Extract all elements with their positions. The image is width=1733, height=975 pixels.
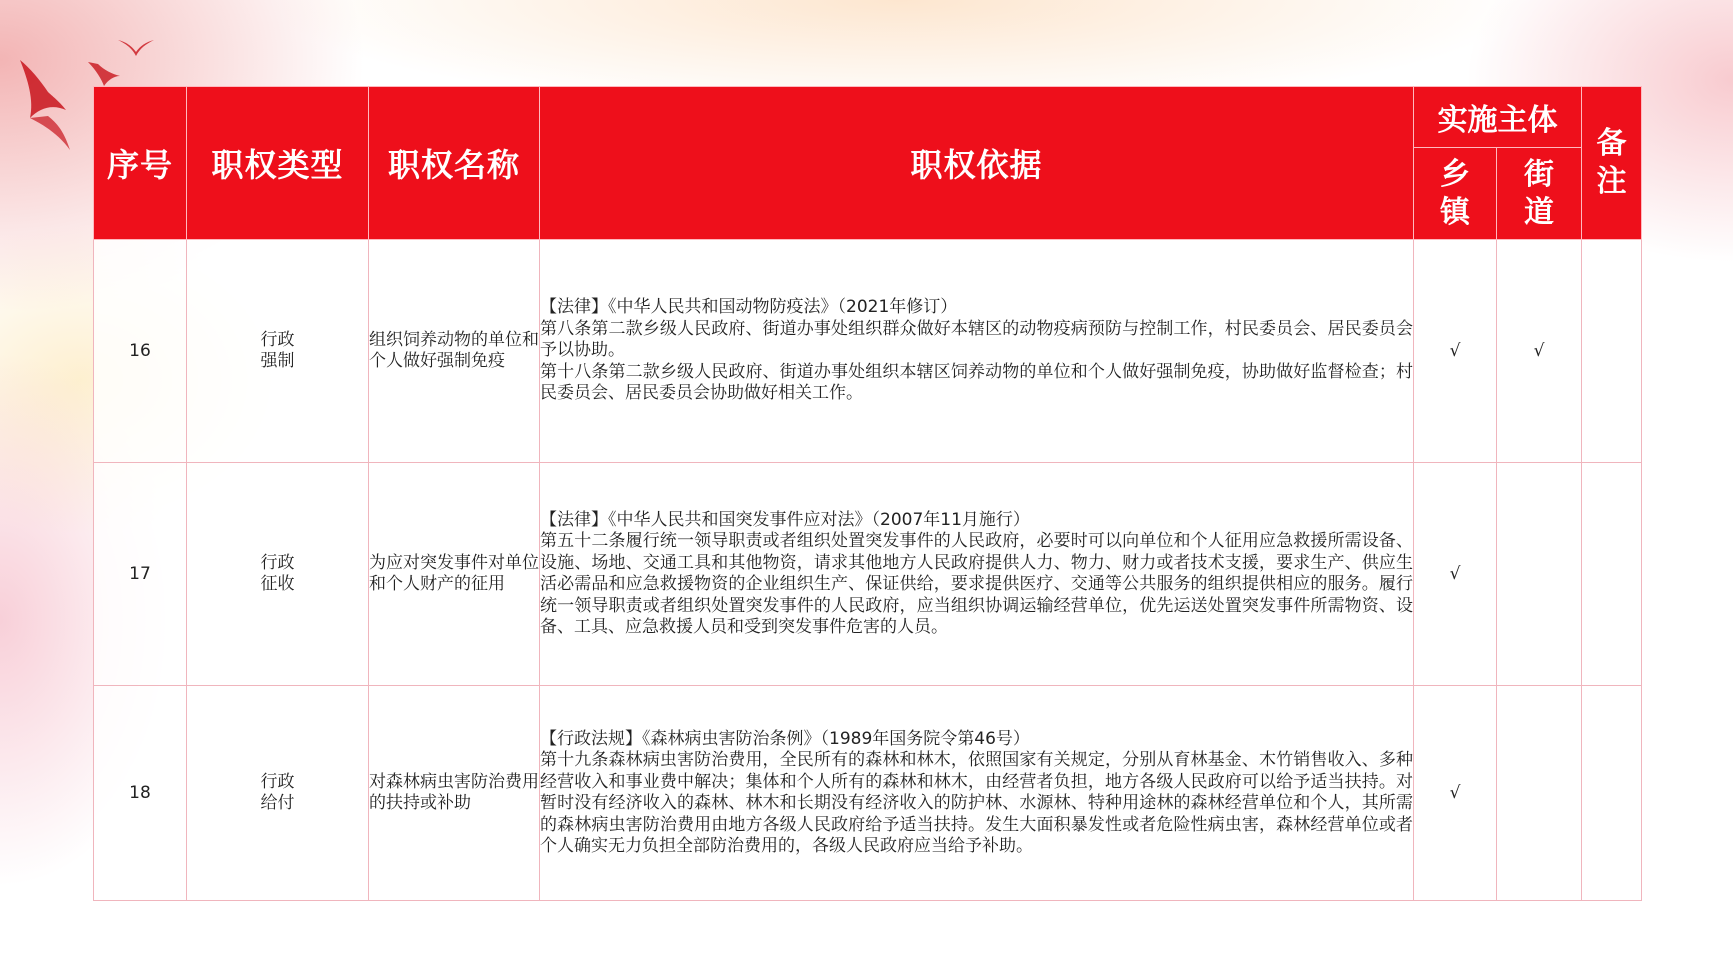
header-street-char-2: 道 xyxy=(1524,194,1554,230)
basis-line: 【法律】《中华人民共和国动物防疫法》（2021年修订） xyxy=(540,297,958,318)
header-town-char-2: 镇 xyxy=(1440,194,1470,230)
header-town-char-1: 乡 xyxy=(1440,156,1470,192)
town-check-mark: √ xyxy=(1414,240,1497,463)
street-check-mark xyxy=(1497,463,1582,686)
note-cell xyxy=(1582,240,1642,463)
power-name: 为应对突发事件对单位和个人财产的征用 xyxy=(369,463,540,686)
header-seq: 序号 xyxy=(94,87,187,240)
basis-line: 第十九条森林病虫害防治费用，全民所有的森林和林木，依照国家有关规定，分别从育林基金、木竹销售收入、多种经营收入和事业费中解决；集体和个人所有的森林和林木，由经营者负担，地方各级人民政府可以给予适当扶持。对暂时没有经济收入的森林、林木和长期没有经济收入的防护林、水源林、特种用途林的森林经营单位和个人，其所需的森林病虫害防治费用由地方各级人民政府给予适当扶持。发生大面积暴发性或者危险性病虫害，森林经营单位或者个人确实无力负担全部防治费用的，各级人民政府应当给予补助。 xyxy=(540,750,1413,856)
basis-line: 【法律】《中华人民共和国突发事件应对法》（2007年11月施行） xyxy=(540,509,1030,530)
power-basis xyxy=(540,686,1414,901)
header-power-type: 职权类型 xyxy=(187,87,369,240)
power-type-line: 给付 xyxy=(260,793,295,813)
power-type xyxy=(187,240,369,463)
header-implementing-subject: 实施主体 xyxy=(1414,87,1582,148)
row-number: 16 xyxy=(94,240,187,463)
basis-line: 第十八条第二款乡级人民政府、街道办事处组织本辖区饲养动物的单位和个人做好强制免疫，协助做好监督检查；村民委员会、居民委员会协助做好相关工作。 xyxy=(540,361,1413,404)
header-note-char-1: 备 xyxy=(1596,126,1627,161)
note-cell xyxy=(1582,686,1642,901)
power-type-line: 强制 xyxy=(260,351,295,371)
power-type xyxy=(187,463,369,686)
town-check-mark: √ xyxy=(1414,686,1497,901)
row-number: 17 xyxy=(94,463,187,686)
header-street xyxy=(1497,148,1582,240)
basis-line: 第八条第二款乡级人民政府、街道办事处组织群众做好本辖区的动物疫病预防与控制工作，村民委员会、居民委员会予以协助。 xyxy=(540,318,1413,361)
basis-line: 【行政法规】《森林病虫害防治条例》（1989年国务院令第46号） xyxy=(540,728,1030,749)
note-cell xyxy=(1582,463,1642,686)
street-check-mark: √ xyxy=(1497,240,1582,463)
power-name: 对森林病虫害防治费用的扶持或补助 xyxy=(369,686,540,901)
town-check-mark: √ xyxy=(1414,463,1497,686)
power-type-line: 行政 xyxy=(260,772,295,792)
street-check-mark xyxy=(1497,686,1582,901)
header-town xyxy=(1414,148,1497,240)
basis-line: 第五十二条履行统一领导职责或者组织处置突发事件的人民政府，必要时可以向单位和个人征用应急救援所需设备、设施、场地、交通工具和其他物资，请求其他地方人民政府提供人力、物力、财力或者技术支援，要求生产、供应生活必需品和应急救援物资的企业组织生产、保证供给，要求提供医疗、交通等公共服务的组织提供相应的服务。履行统一领导职责或者组织处置突发事件的人民政府，应当组织协调运输经营单位，优先运送处置突发事件所需物资、设备、工具、应急救援人员和受到突发事件危害的人员。 xyxy=(540,531,1413,637)
power-type xyxy=(187,686,369,901)
header-power-basis: 职权依据 xyxy=(540,87,1414,240)
power-basis xyxy=(540,240,1414,463)
row-number: 18 xyxy=(94,686,187,901)
header-power-name: 职权名称 xyxy=(369,87,540,240)
table-row xyxy=(94,240,1642,463)
power-type-line: 征收 xyxy=(260,574,295,594)
header-street-char-1: 街 xyxy=(1524,156,1554,192)
power-basis xyxy=(540,463,1414,686)
power-type-line: 行政 xyxy=(260,330,295,350)
header-note-char-2: 注 xyxy=(1596,164,1627,199)
powers-table xyxy=(93,86,1642,901)
header-note xyxy=(1582,87,1642,240)
table-row xyxy=(94,463,1642,686)
power-type-line: 行政 xyxy=(260,553,295,573)
table-row xyxy=(94,686,1642,901)
power-name: 组织饲养动物的单位和个人做好强制免疫 xyxy=(369,240,540,463)
